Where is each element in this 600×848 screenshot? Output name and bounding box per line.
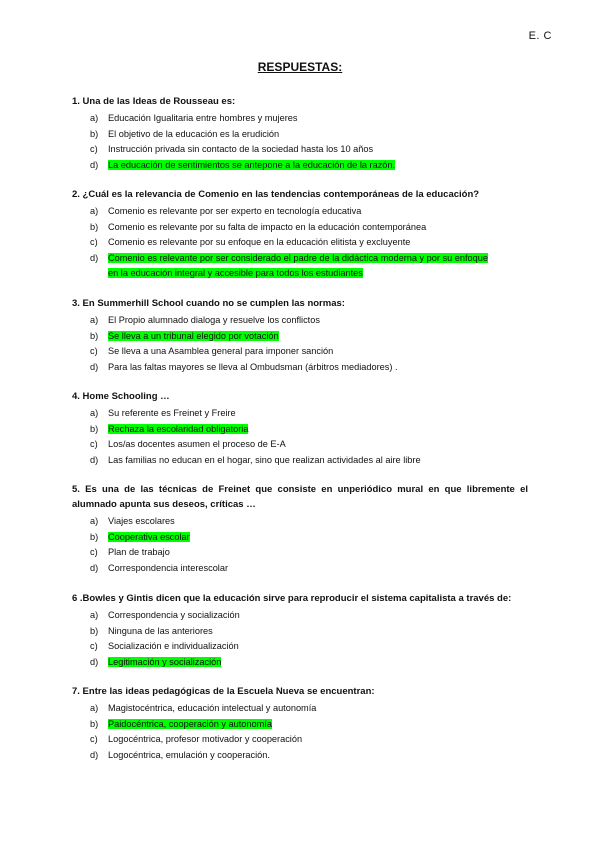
option-a: a) Educación Igualitaria entre hombres y mujeres bbox=[90, 113, 298, 123]
option-d: d) Logocéntrica, emulación y cooperación. bbox=[90, 749, 270, 760]
option-a: a) Comenio es relevante por ser experto en tecnología educativa bbox=[90, 206, 362, 216]
option-c: c) Comenio es relevante por su enfoque en la educación elitista y excluyente bbox=[90, 237, 411, 248]
question-1 bbox=[72, 94, 528, 173]
option-a: a) Magistocéntrica, educación intelectual y autonomía bbox=[90, 703, 317, 713]
option-d-correct: d) Legitimación y socialización bbox=[90, 656, 222, 667]
option-d-correct: d) La educación de sentimientos se antepone a la educación de la razón. bbox=[90, 159, 396, 170]
option-d: d) Las familias no educan en el hogar, sino que realizan actividades al aire libre bbox=[90, 454, 421, 465]
option-c: c) Plan de trabajo bbox=[90, 547, 170, 558]
option-a: a) Correspondencia y socialización bbox=[90, 610, 240, 620]
question-text: 2. ¿Cuál es la relevancia de Comenio en las tendencias contemporáneas de la educación? bbox=[72, 189, 480, 200]
option-d-correct: d) Comenio es relevante por ser considerado el padre de la didáctica moderna y por su enfoque en la educación integral y accesible para todos los estudiantes bbox=[90, 252, 488, 279]
option-b: b) Comenio es relevante por su falta de impacto en la educación contemporánea bbox=[90, 221, 427, 232]
question-text: 4. Home Schooling … bbox=[72, 391, 170, 402]
question-text: 7. Entre las ideas pedagógicas de la Escuela Nueva se encuentran: bbox=[72, 686, 375, 697]
option-a: a) Viajes escolares bbox=[90, 516, 175, 526]
question-text: 6 .Bowles y Gintis dicen que la educación sirve para reproducir el sistema capitalista a través de: bbox=[72, 593, 512, 604]
header-tag: E. C bbox=[528, 30, 552, 42]
answer-highlight-line2: en la educación integral y accesible para todos los estudiantes bbox=[108, 268, 363, 279]
answer-highlight: Rechaza la escolaridad obligatoria bbox=[108, 423, 249, 434]
option-b-correct: b) Paidocéntrica, cooperación y autonomía bbox=[90, 718, 272, 729]
answer-highlight: Legitimación y socialización bbox=[108, 656, 222, 667]
question-2 bbox=[72, 187, 528, 282]
option-c: c) Instrucción privada sin contacto de la sociedad hasta los 10 años bbox=[90, 144, 374, 155]
option-d: d) Correspondencia interescolar bbox=[90, 562, 229, 573]
question-text: 3. En Summerhill School cuando no se cumplen las normas: bbox=[72, 298, 345, 309]
option-b-correct: b) Rechaza la escolaridad obligatoria bbox=[90, 423, 249, 434]
answer-highlight: La educación de sentimientos se antepone a la educación de la razón. bbox=[108, 159, 396, 170]
question-4 bbox=[72, 389, 528, 468]
option-a: a) El Propio alumnado dialoga y resuelve los conflictos bbox=[90, 315, 320, 325]
page-title: RESPUESTAS: bbox=[257, 60, 343, 74]
question-7 bbox=[72, 684, 528, 763]
question-5 bbox=[72, 482, 528, 576]
question-text: 1. Una de las Ideas de Rousseau es: bbox=[72, 96, 236, 107]
answer-highlight: Cooperativa escolar bbox=[108, 531, 190, 542]
answer-highlight: Paidocéntrica, cooperación y autonomía bbox=[108, 718, 272, 729]
option-c: c) Los/as docentes asumen el proceso de E-A bbox=[90, 439, 286, 450]
option-c: c) Logocéntrica, profesor motivador y cooperación bbox=[90, 734, 303, 745]
option-b: b) El objetivo de la educación es la erudición bbox=[90, 128, 280, 139]
option-b-correct: b) Cooperativa escolar bbox=[90, 531, 190, 542]
question-6 bbox=[72, 591, 528, 670]
option-b-correct: b) Se lleva a un tribunal elegido por votación bbox=[90, 330, 279, 341]
question-3 bbox=[72, 296, 528, 375]
option-b: b) Ninguna de las anteriores bbox=[90, 625, 213, 636]
option-c: c) Socialización e individualización bbox=[90, 641, 239, 652]
option-a: a) Su referente es Freinet y Freire bbox=[90, 408, 236, 418]
question-text: 5. Es una de las técnicas de Freinet que consiste en unperiódico mural en que libremente el alumnado apunta sus deseos, críticas … bbox=[72, 484, 528, 510]
answer-highlight: Se lleva a un tribunal elegido por votación bbox=[108, 330, 279, 341]
option-d: d) Para las faltas mayores se lleva al Ombudsman (árbitros mediadores) . bbox=[90, 361, 398, 372]
answer-highlight: Comenio es relevante por ser considerado el padre de la didáctica moderna y por su enfoque bbox=[108, 252, 488, 263]
option-c: c) Se lleva a una Asamblea general para imponer sanción bbox=[90, 346, 334, 357]
